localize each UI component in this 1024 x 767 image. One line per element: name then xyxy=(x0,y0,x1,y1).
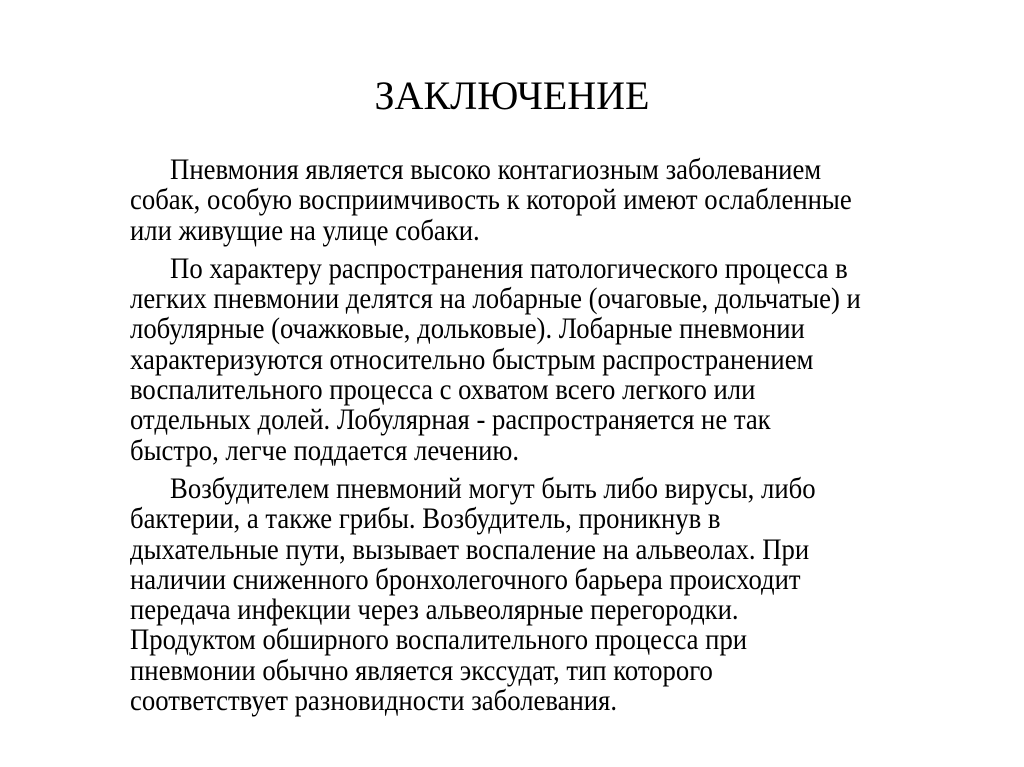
text-line: пневмонии обычно является экссудат, тип которого xyxy=(130,653,713,687)
text-line: быстро, легче поддается лечению. xyxy=(130,433,520,467)
text-line: отдельных долей. Лобулярная - распространяется не так xyxy=(130,403,771,437)
text-line: Пневмония является высоко контагиозным заболеванием xyxy=(170,153,822,186)
slide-title: ЗАКЛЮЧЕНИЕ xyxy=(374,73,650,118)
text-line: дыхательные пути, вызывает воспаление на альвеолах. При xyxy=(130,532,810,566)
text-line: собак, особую восприимчивость к которой имеют ослабленные xyxy=(130,183,852,217)
text-line: лобулярные (очажковые, дольковые). Лобарные пневмонии xyxy=(130,312,805,346)
text-line: воспалительного процесса с охватом всего легкого или xyxy=(130,373,756,407)
slide-body xyxy=(130,155,960,724)
text-line: бактерии, а также грибы. Возбудитель, проникнув в xyxy=(130,502,721,536)
paragraph-1 xyxy=(130,155,960,246)
text-line: Возбудителем пневмоний могут быть либо вирусы, либо xyxy=(170,471,816,505)
paragraph-3 xyxy=(130,471,960,718)
text-line: Продуктом обширного воспалительного процесса при xyxy=(130,623,748,657)
text-line: По характеру распространения патологического процесса в xyxy=(170,251,848,285)
text-line: характеризуются относительно быстрым распространением xyxy=(130,342,814,376)
text-line: легких пневмонии делятся на лобарные (очаговые, дольчатые) и xyxy=(130,282,861,316)
paragraph-2 xyxy=(130,251,960,467)
text-line: или живущие на улице собаки. xyxy=(130,213,480,247)
text-line: передача инфекции через альвеолярные перегородки. xyxy=(130,593,739,627)
text-line: наличии сниженного бронхолегочного барьера происходит xyxy=(130,562,801,596)
text-line: соответствует разновидности заболевания. xyxy=(130,684,618,718)
